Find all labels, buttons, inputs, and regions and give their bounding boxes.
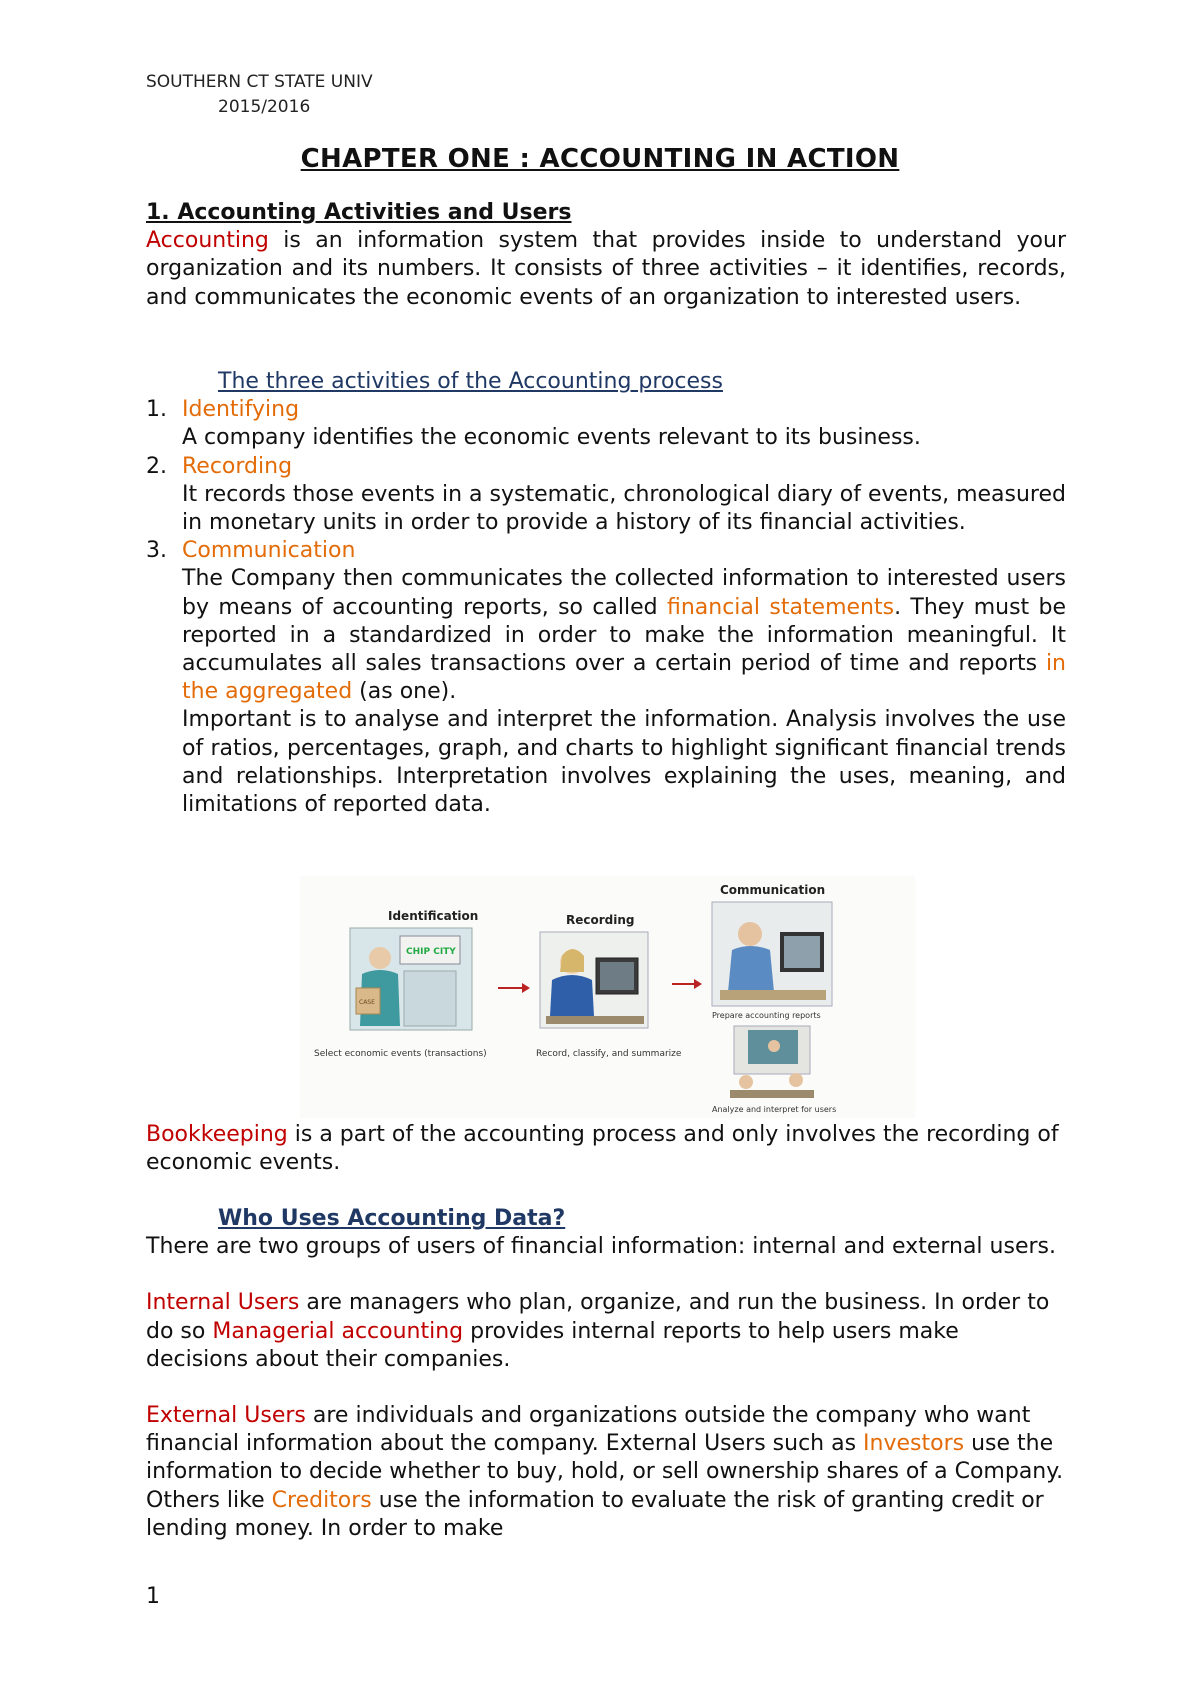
list-number: 1.: [146, 397, 167, 423]
users-subheading: Who Uses Accounting Data?: [218, 1206, 566, 1231]
arrow-right-icon: [672, 979, 702, 989]
communication-text-part: . They must be reported in a standardized in order to make the information meaningful. It accumulates all sales transactions over a certain period of time and reports: [182, 594, 1067, 677]
term-investors: Investors: [863, 1431, 965, 1457]
term-identifying: Identifying: [182, 397, 300, 423]
external-users-text: are individuals and organizations outside the company who want financial information about the company. External Users such as: [146, 1403, 1031, 1457]
list-item-identifying: [146, 396, 1066, 452]
header-institution: SOUTHERN CT STATE UNIV: [146, 72, 373, 92]
store-sign-text: CHIP CITY: [406, 947, 456, 957]
term-creditors: Creditors: [271, 1487, 372, 1513]
term-managerial-accounting: Managerial accounting: [212, 1318, 464, 1344]
identification-image: [350, 928, 472, 1030]
page-number: 1: [146, 1584, 160, 1609]
process-subheading: The three activities of the Accounting process: [218, 369, 723, 394]
internal-users-paragraph: [146, 1289, 1066, 1374]
communication-label: Communication: [720, 883, 826, 897]
external-users-text: use the information to evaluate the risk of granting credit or lending money. In order to make: [146, 1487, 1044, 1541]
list-number: 3.: [146, 538, 167, 564]
list-item-communication: [146, 537, 1066, 819]
list-item-recording: [146, 453, 1066, 538]
process-illustration: [300, 876, 915, 1118]
section-heading: 1. Accounting Activities and Users: [146, 200, 572, 225]
term-bookkeeping: Bookkeeping: [146, 1122, 288, 1147]
analysis-text: Important is to analyse and interpret the information. Analysis involves the use of ratios, percentages, graph, and charts to highlight significant financial trends and relationships. Interpretation involves explaining the uses, meaning, and limitations of reported data.: [182, 707, 1066, 818]
bookkeeping-text: is a part of the accounting process and only involves the recording of economic events.: [146, 1122, 1059, 1176]
analyze-image: [730, 1026, 814, 1098]
bookkeeping-paragraph: [146, 1121, 1066, 1177]
process-section: [146, 368, 1066, 819]
prepare-caption: Prepare accounting reports: [712, 1011, 821, 1020]
accounting-process-figure: [300, 876, 915, 1118]
communication-text-part: (as one).: [352, 679, 457, 705]
accounting-definition: [146, 227, 1066, 312]
box-text: CASE: [359, 999, 375, 1006]
recording-caption: Record, classify, and summarize: [536, 1049, 682, 1059]
external-users-text: use the information to decide whether to buy, hold, or sell ownership shares of a Company. Others like: [146, 1431, 1064, 1513]
section-1: [146, 199, 1066, 312]
identification-label: Identification: [388, 909, 479, 923]
communication-text-part: The Company then communicates the collected information to interested users by means of accounting reports, so called: [182, 566, 1066, 620]
arrow-right-icon: [498, 983, 530, 993]
internal-users-text: are managers who plan, organize, and run the business. In order to do so: [146, 1290, 1050, 1344]
analyze-caption: Analyze and interpret for users: [712, 1105, 837, 1114]
users-section: [146, 1205, 1066, 1543]
term-financial-statements: financial statements: [666, 594, 895, 620]
term-communication: Communication: [182, 538, 356, 564]
header-year: 2015/2016: [218, 97, 311, 117]
recording-label: Recording: [566, 913, 635, 927]
communication-image: [712, 902, 832, 1006]
recording-image: [540, 932, 648, 1028]
list-number: 2.: [146, 453, 167, 479]
external-users-paragraph: [146, 1402, 1066, 1543]
recording-text: It records those events in a systematic, chronological diary of events, measured in monetary units in order to provide a history of its financial activities.: [182, 481, 1066, 536]
identification-caption: Select economic events (transactions): [314, 1049, 487, 1059]
definition-text: is an information system that provides inside to understand your organization and its numbers. It consists of three activities – it identifies, records, and communicates the economic events of an organization to interested users.: [146, 228, 1066, 310]
term-recording: Recording: [182, 453, 293, 479]
term-internal-users: Internal Users: [146, 1290, 300, 1316]
term-external-users: External Users: [146, 1403, 306, 1429]
term-in-the-aggregated: in the aggregated: [182, 651, 1066, 705]
internal-users-text: provides internal reports to help users make decisions about their companies.: [146, 1318, 959, 1372]
identifying-text: A company identifies the economic events relevant to its business.: [182, 425, 921, 451]
term-accounting: Accounting: [146, 228, 269, 254]
users-intro: There are two groups of users of financial information: internal and external users.: [146, 1234, 1056, 1260]
communication-text: [182, 565, 1066, 706]
chapter-title: CHAPTER ONE : ACCOUNTING IN ACTION: [300, 144, 900, 174]
